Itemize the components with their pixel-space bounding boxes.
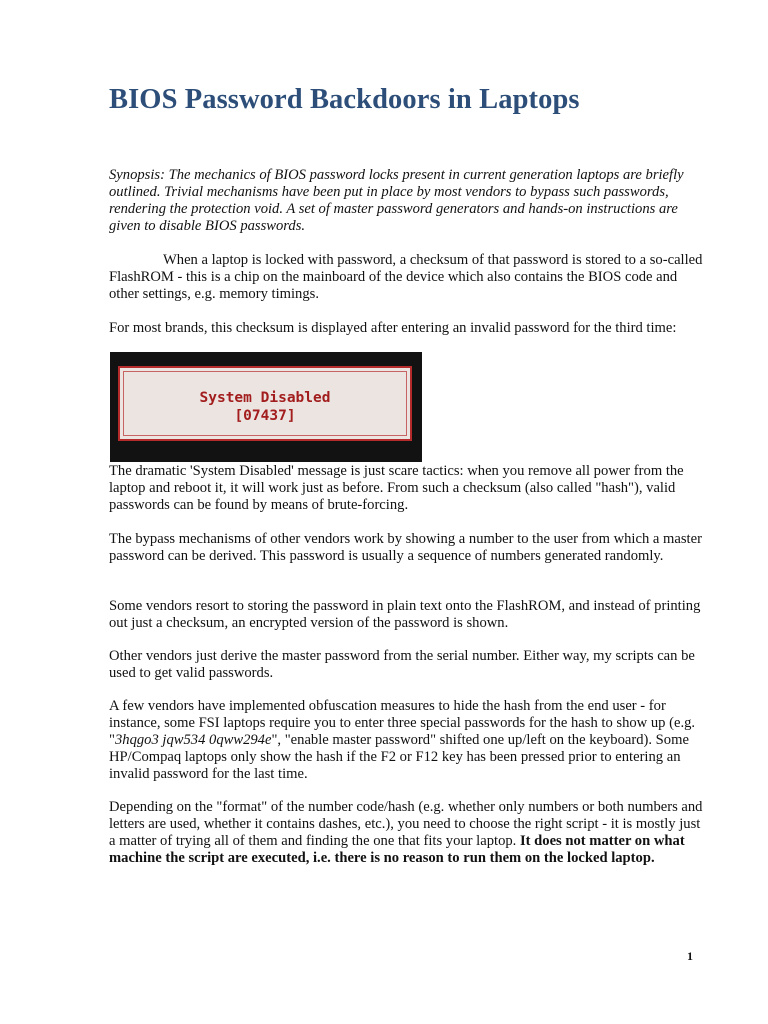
bios-screenshot-image xyxy=(110,352,422,462)
page-number: 1 xyxy=(687,949,693,963)
paragraph-bypass-mechanisms: The bypass mechanisms of other vendors work by showing a number to the user from which a master password can be derived. This password is usually a sequence of numbers generated randomly. xyxy=(109,531,702,564)
synopsis-paragraph: Synopsis: The mechanics of BIOS password locks present in current generation laptops are briefly outlined. Trivial mechanisms have been put in place by most vendors to bypass such passwords, rendering the protection void. A set of master password generators and hands-on instructions are given to disable BIOS passwords. xyxy=(109,167,684,234)
format-choice-text: Depending on the "format" of the number code/hash (e.g. whether only numbers or both numbers and letters are used, whether it contains dashes, etc.), you need to choose the right script - it is mostly just a matter of trying all of them and finding the one that fits your laptop. xyxy=(109,799,703,849)
document-title: BIOS Password Backdoors in Laptops xyxy=(109,84,580,115)
bios-message-code: [07437] xyxy=(234,408,296,424)
obfuscation-text-start: A few vendors have implemented obfuscation measures to hide the hash from the end user - for instance, some FSI laptops require you to enter three special passwords for the hash to show up (e.g. " xyxy=(109,698,696,748)
paragraph-flashrom: When a laptop is locked with password, a checksum of that password is stored to a so-called FlashROM - this is a chip on the mainboard of the device which also contains the BIOS code and other settings, e.g. memory timings. xyxy=(109,252,703,302)
bios-message-title: System Disabled xyxy=(199,390,331,406)
paragraph-plain-text: Some vendors resort to storing the password in plain text onto the FlashROM, and instead of printing out just a checksum, an encrypted version of the password is shown. xyxy=(109,598,701,631)
paragraph-checksum-display: For most brands, this checksum is displayed after entering an invalid password for the third time: xyxy=(109,320,677,336)
format-choice-bold-note: It does not matter on what machine the script are executed, i.e. there is no reason to run them on the locked laptop. xyxy=(109,833,685,866)
obfuscation-example-passwords: 3hqgo3 jqw534 0qww294e xyxy=(114,732,272,748)
bios-message-box xyxy=(118,366,412,441)
obfuscation-text-end: ", "enable master password" shifted one up/left on the keyboard). Some HP/Compaq laptops only show the hash if the F2 or F12 key has been pressed prior to entering an invalid password for the last time. xyxy=(109,732,689,782)
paragraph-scare-tactics: The dramatic 'System Disabled' message is just scare tactics: when you remove all power from the laptop and reboot it, it will work just as before. From such a checksum (also called "hash"), valid passwords can be found by means of brute-forcing. xyxy=(109,463,684,513)
paragraph-format-choice xyxy=(109,799,709,867)
paragraph-obfuscation xyxy=(109,698,709,783)
paragraph-serial-number: Other vendors just derive the master password from the serial number. Either way, my scripts can be used to get valid passwords. xyxy=(109,648,695,681)
